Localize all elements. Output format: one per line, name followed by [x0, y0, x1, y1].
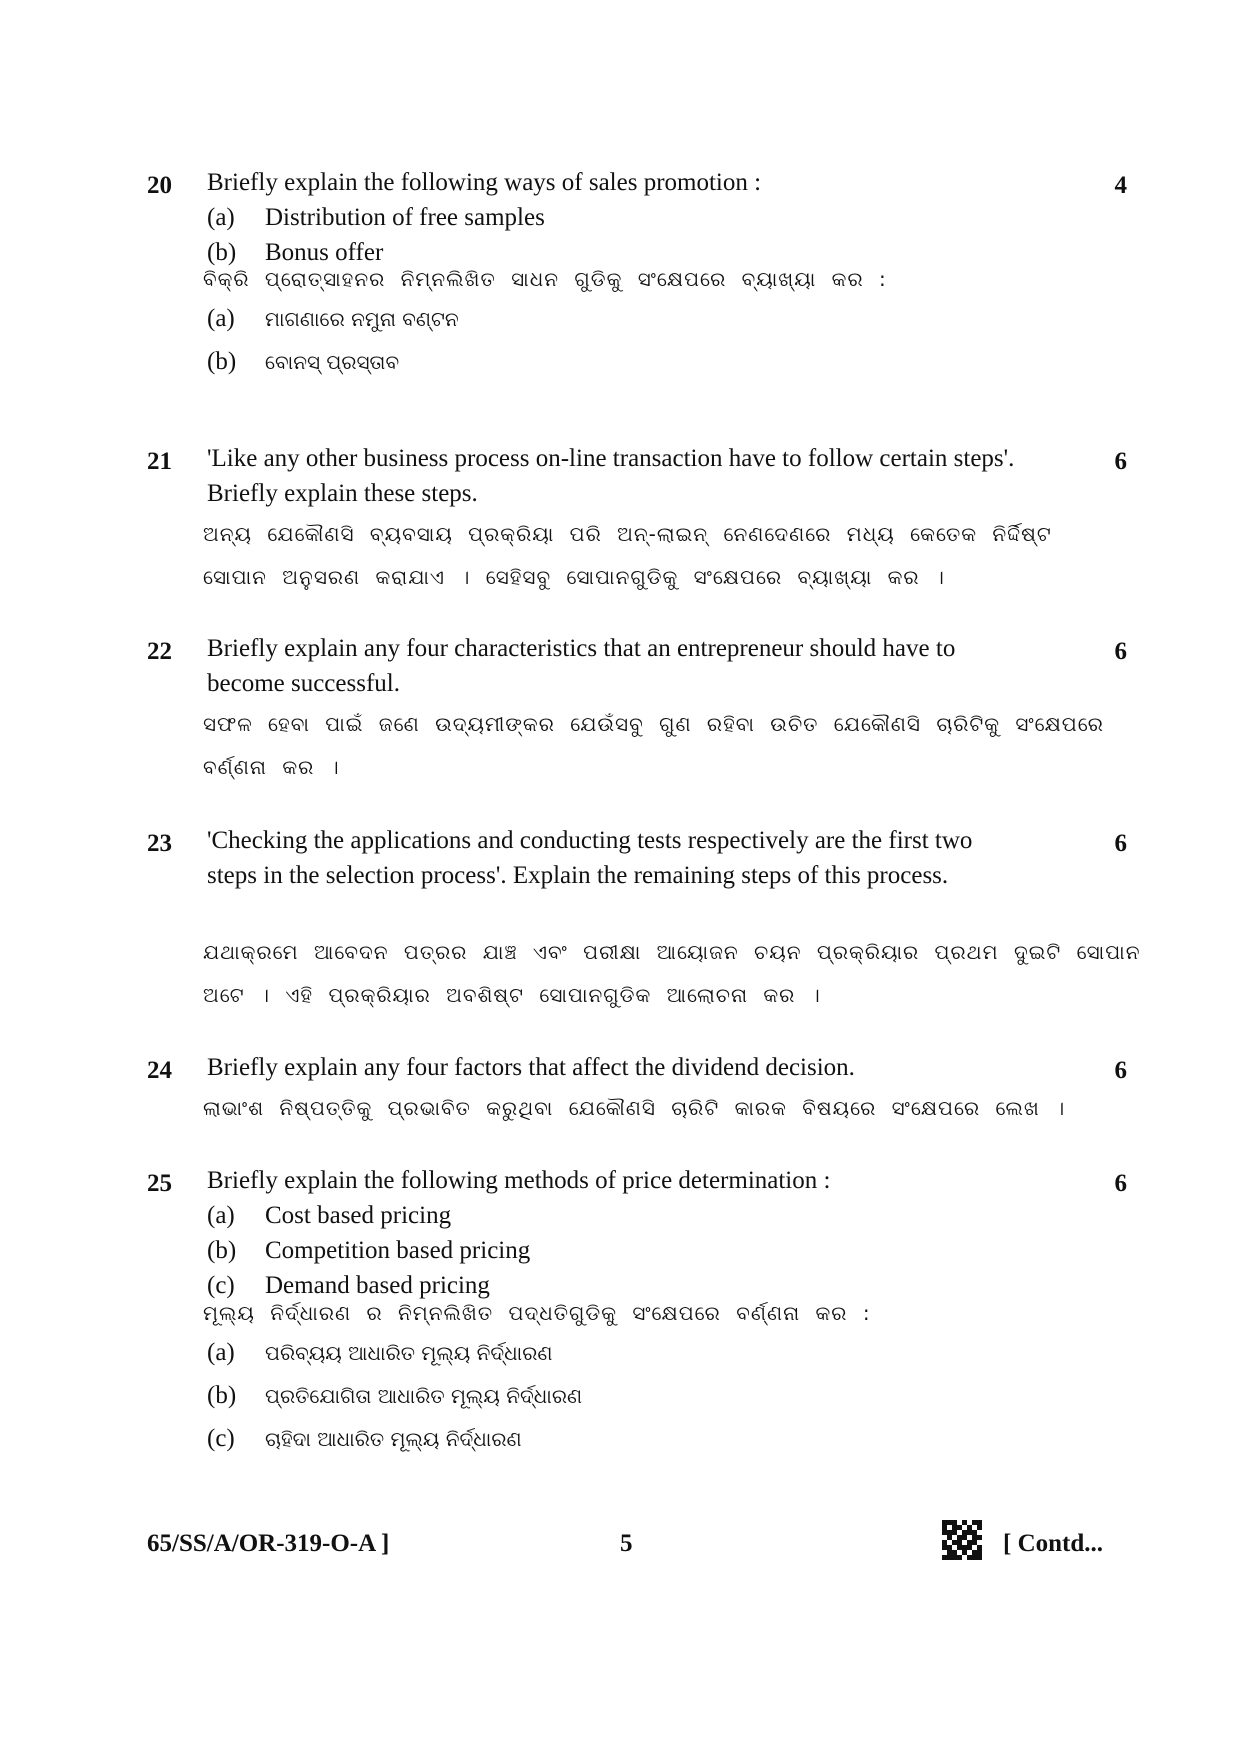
question-text-english: Briefly explain any four characteristics that an entrepreneur should have to become successful.	[207, 635, 956, 697]
option-odia-b: (b) ବୋନସ୍ ପ୍ରସ୍ତାବ	[207, 348, 400, 375]
question-number: 23	[147, 830, 172, 857]
question-marks: 6	[1114, 830, 1127, 857]
option-english-b: (b) Competition based pricing	[207, 1237, 531, 1264]
question-number: 24	[147, 1057, 172, 1084]
option-odia-c: (c) ଚାହିଦା ଆଧାରିତ ମୂଲ୍ୟ ନିର୍ଦ୍ଧାରଣ	[207, 1425, 522, 1452]
option-odia-a: (a) ପରିବ୍ୟୟ ଆଧାରିତ ମୂଲ୍ୟ ନିର୍ଦ୍ଧାରଣ	[207, 1339, 553, 1366]
question-number: 20	[147, 172, 172, 199]
question-number: 22	[147, 638, 172, 665]
question-text-english: Briefly explain the following methods of price determination :	[207, 1167, 831, 1194]
paper-code: 65/SS/A/OR-319-O-A ]	[147, 1530, 390, 1557]
question-text-english: 'Checking the applications and conducting tests respectively are the first two steps in the selection process'. Explain the remaining steps of this process.	[207, 827, 973, 889]
option-odia-a: (a) ମାଗଣାରେ ନମୁନା ବଣ୍ଟନ	[207, 305, 459, 332]
question-text-odia: ଯଥାକ୍ରମେ ଆବେଦନ ପତ୍ରର ଯାଞ୍ଚ ଏବଂ ପରୀକ୍ଷା ଆୟୋଜନ ଚୟନ ପ୍ରକ୍ରିୟାର ପ୍ରଥମ ଦୁଇଟି ସୋପାନ ଅଟେ । ଏହି ପ୍ରକ୍ରିୟାର ଅବଶିଷ୍ଟ ସୋପାନଗୁଡିକ ଆଲୋଚନା କର ।	[203, 940, 1141, 1007]
continued-label: [ Contd...	[1003, 1530, 1104, 1557]
option-english-b: (b) Bonus offer	[207, 239, 384, 266]
question-text-odia: ଲାଭାଂଶ ନିଷ୍ପତ୍ତିକୁ ପ୍ରଭାବିତ କରୁଥିବା ଯେକୌଣସି ଚାରିଟି କାରକ ବିଷୟରେ ସଂକ୍ଷେପରେ ଲେଖ ।	[203, 1096, 1066, 1120]
question-number: 21	[147, 448, 172, 475]
question-text-odia: ବିକ୍ରି ପ୍ରୋତ୍ସାହନର ନିମ୍ନଲିଖିତ ସାଧନ ଗୁଡିକୁ ସଂକ୍ଷେପରେ ବ୍ୟାଖ୍ୟା କର :	[203, 267, 887, 291]
question-text-odia: ଅନ୍ୟ ଯେକୌଣସି ବ୍ୟବସାୟ ପ୍ରକ୍ରିୟା ପରି ଅନ୍-ଲାଇନ୍ ନେଣଦେଣରେ ମଧ୍ୟ କେତେକ ନିର୍ଦ୍ଦିଷ୍ଟ ସୋପାନ ଅନୁସରଣ କରାଯାଏ । ସେହିସବୁ ସୋପାନଗୁଡିକୁ ସଂକ୍ଷେପରେ ବ୍ୟାଖ୍ୟା କର ।	[203, 522, 1052, 589]
question-text-english: 'Like any other business process on-line transaction have to follow certain steps'. Briefly explain these steps.	[207, 445, 1015, 507]
option-english-a: (a) Cost based pricing	[207, 1202, 452, 1229]
question-marks: 6	[1114, 448, 1127, 475]
option-odia-b: (b) ପ୍ରତିଯୋଗିତା ଆଧାରିତ ମୂଲ୍ୟ ନିର୍ଦ୍ଧାରଣ	[207, 1382, 583, 1409]
qr-code-icon	[942, 1520, 982, 1560]
question-marks: 6	[1114, 1170, 1127, 1197]
question-number: 25	[147, 1170, 172, 1197]
question-text-english: Briefly explain the following ways of sales promotion :	[207, 169, 762, 196]
question-text-english: Briefly explain any four factors that affect the dividend decision.	[207, 1054, 855, 1081]
question-marks: 6	[1114, 638, 1127, 665]
option-english-a: (a) Distribution of free samples	[207, 204, 545, 231]
question-marks: 4	[1114, 172, 1127, 199]
page-number: 5	[620, 1530, 633, 1557]
option-english-c: (c) Demand based pricing	[207, 1272, 490, 1299]
question-text-odia: ସଫଳ ହେବା ପାଇଁ ଜଣେ ଉଦ୍ୟମୀଙ୍କର ଯେଉଁସବୁ ଗୁଣ ରହିବା ଉଚିତ ଯେକୌଣସି ଚାରିଟିକୁ ସଂକ୍ଷେପରେ ବର୍ଣ୍ଣନା କର ।	[203, 712, 1104, 779]
question-marks: 6	[1114, 1057, 1127, 1084]
question-text-odia: ମୂଲ୍ୟ ନିର୍ଦ୍ଧାରଣ ର ନିମ୍ନଲିଖିତ ପଦ୍ଧତିଗୁଡିକୁ ସଂକ୍ଷେପରେ ବର୍ଣ୍ଣନା କର :	[203, 1301, 871, 1325]
